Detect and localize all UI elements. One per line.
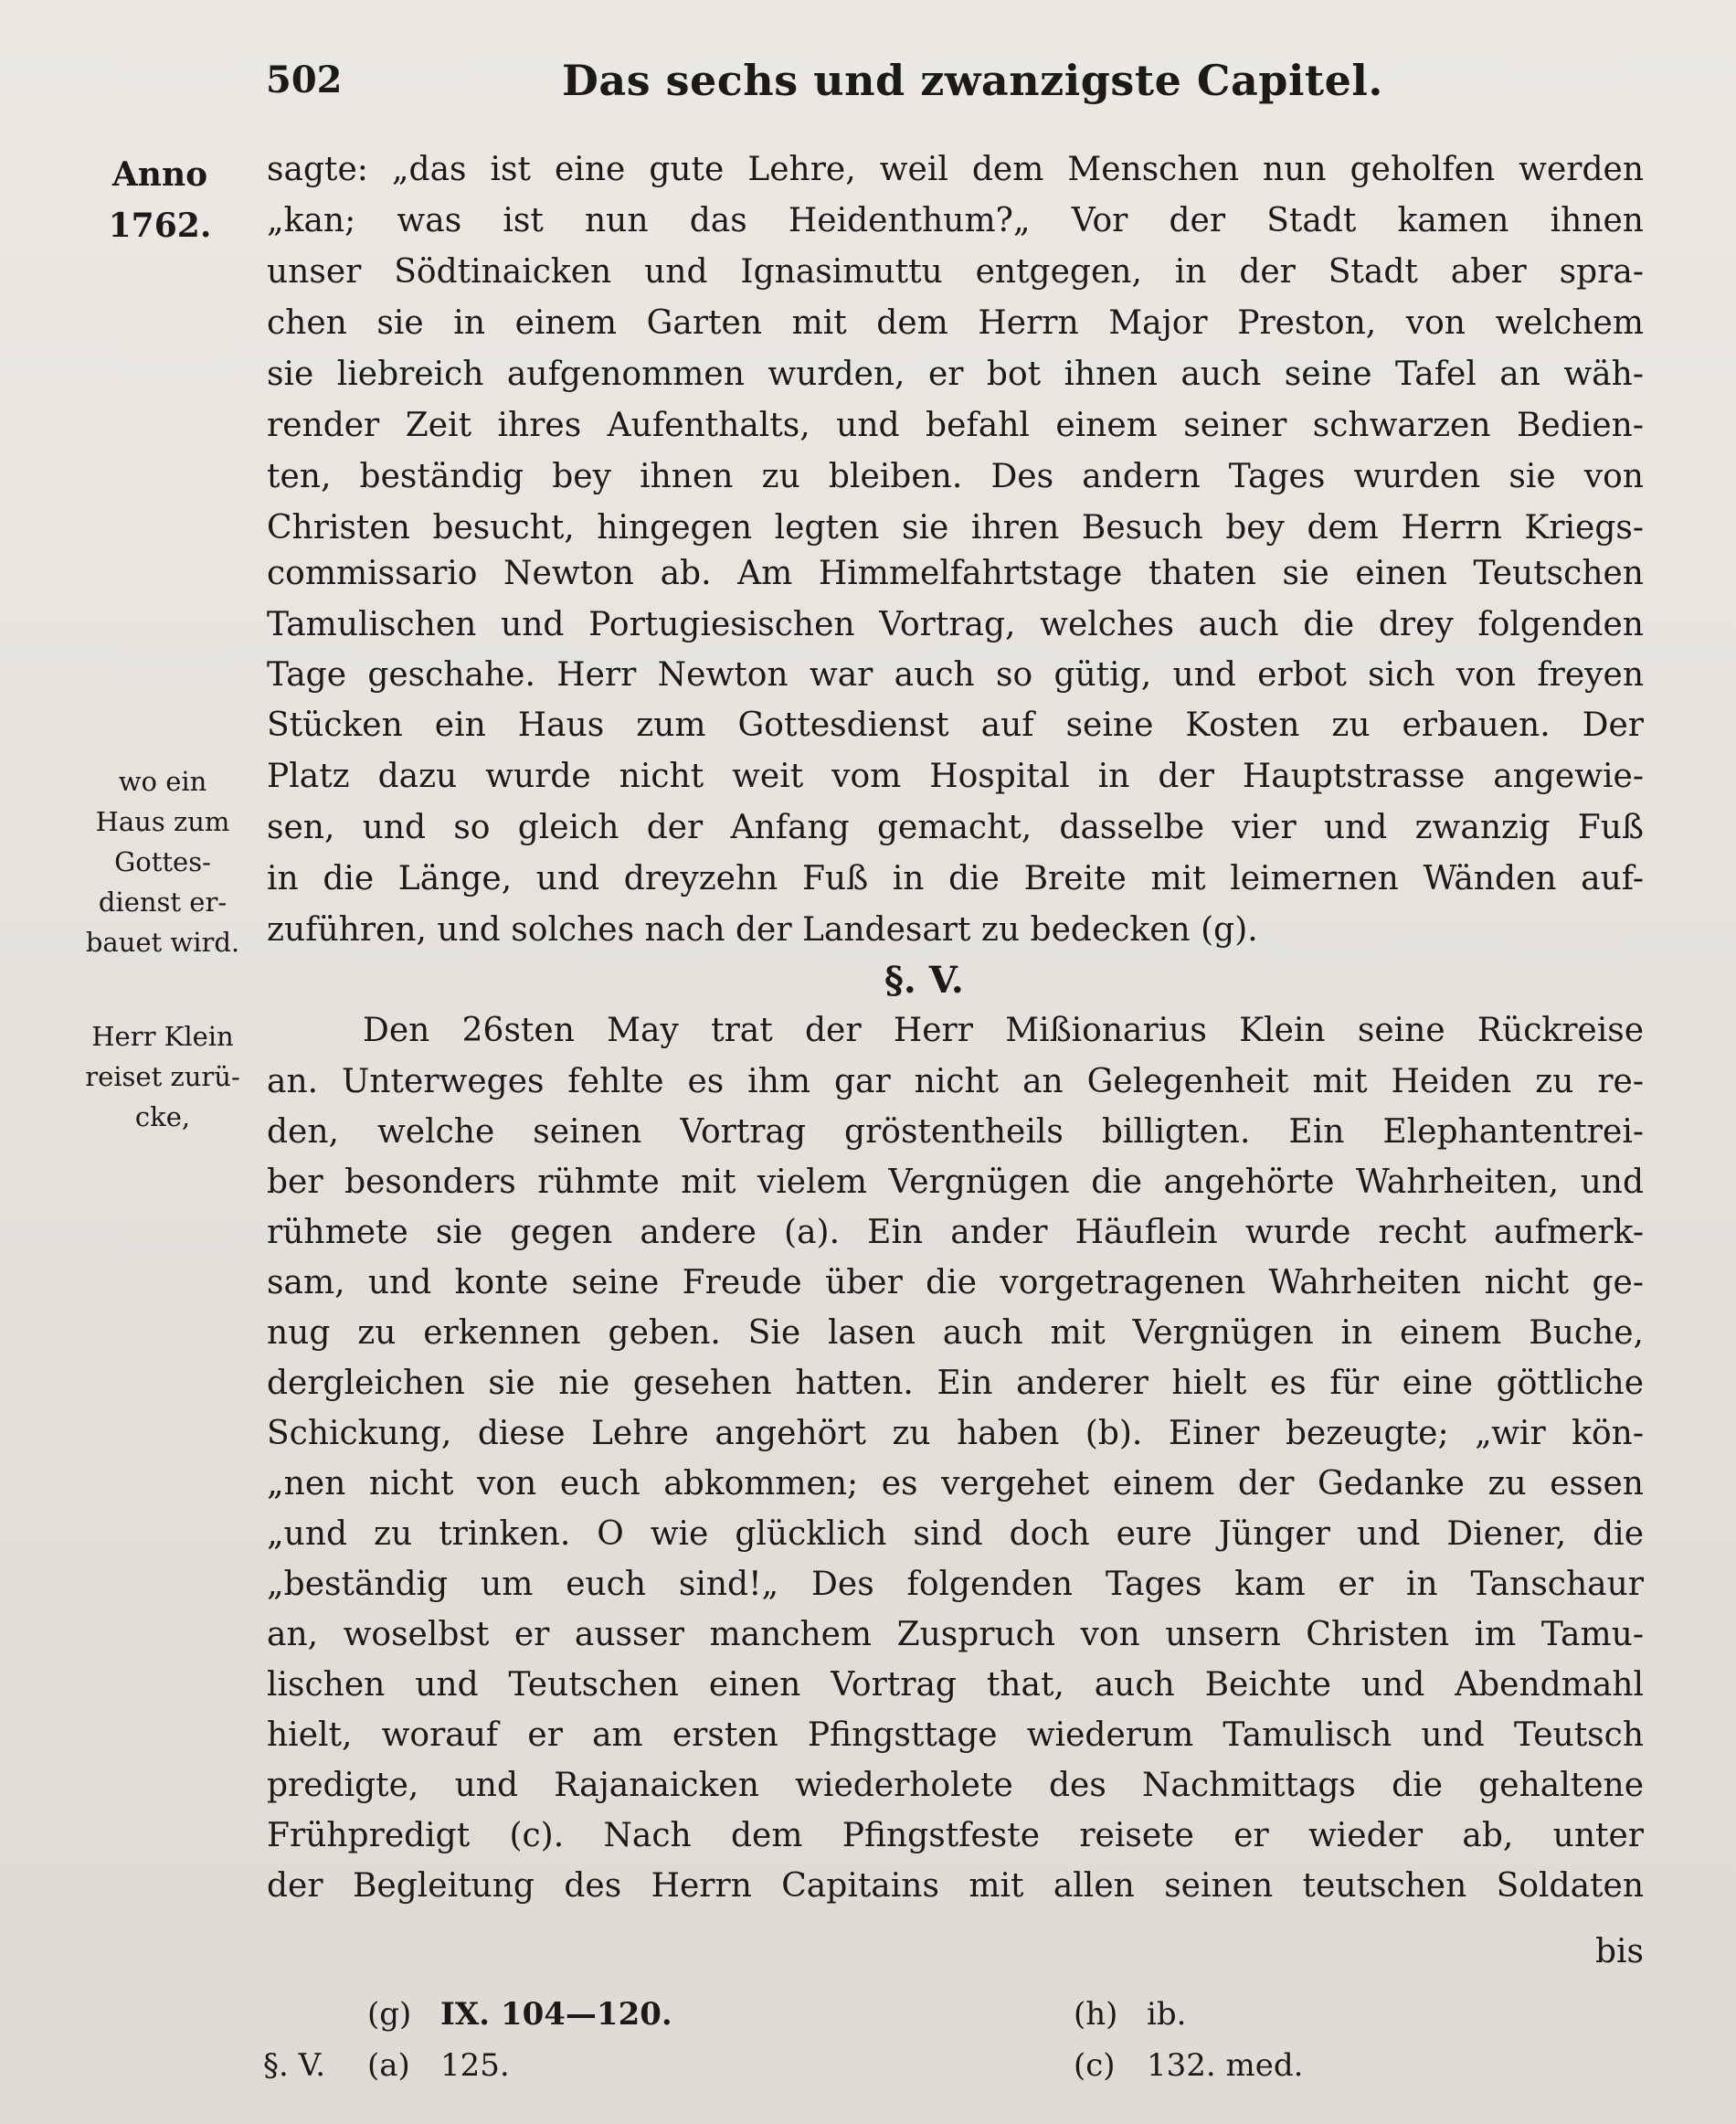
margin-note-line: reiset zurü-	[85, 1061, 240, 1092]
margin-year-value: 1762.	[108, 207, 212, 245]
body-line: sen, und so gleich der Anfang gemacht, dasselbe vier und zwanzig Fuß	[267, 809, 1644, 846]
body-line: ten, beständig bey ihnen zu bleiben. Des andern Tages wurden sie von	[267, 458, 1644, 495]
body-line: predigte, und Rajanaicken wiederholete des Nachmittags die gehaltene	[267, 1767, 1644, 1804]
margin-note-line: cke,	[134, 1101, 191, 1132]
body-line: an. Unterweges fehlte es ihm gar nicht an Gelegenheit mit Heiden zu re-	[267, 1063, 1644, 1100]
body-line: „beständig um euch sind!„ Des folgenden Tages kam er in Tanschaur	[267, 1566, 1644, 1603]
footnote-g-ref: IX. 104—120.	[440, 1996, 672, 2033]
footnote-g-mark: (g)	[367, 1996, 412, 2033]
footnote-c-ref: 132. med.	[1147, 2047, 1304, 2084]
body-line: rühmete sie gegen andere (a). Ein ander Häuflein wurde recht aufmerk-	[267, 1214, 1644, 1251]
body-line: sie liebreich aufgenommen wurden, er bot ihnen auch seine Tafel an wäh-	[267, 356, 1644, 393]
footnote-c-mark: (c)	[1074, 2047, 1116, 2084]
body-line: dergleichen sie nie gesehen hatten. Ein anderer hielt es für eine göttliche	[267, 1365, 1644, 1402]
section-heading: §. V.	[884, 959, 964, 1002]
body-line: „und zu trinken. O wie glücklich sind doch eure Jünger und Diener, die	[267, 1515, 1644, 1553]
catchword: bis	[1594, 1933, 1644, 1970]
body-line: Stücken ein Haus zum Gottesdienst auf seine Kosten zu erbauen. Der	[267, 706, 1644, 744]
running-title: Das sechs und zwanzigste Capitel.	[562, 56, 1383, 105]
body-line: commissario Newton ab. Am Himmelfahrtstage thaten sie einen Teutschen	[267, 555, 1644, 592]
body-line: chen sie in einem Garten mit dem Herrn Major Preston, von welchem	[267, 304, 1644, 342]
body-line: nug zu erkennen geben. Sie lasen auch mit Vergnügen in einem Buche,	[267, 1314, 1644, 1352]
body-line: Schickung, diese Lehre angehört zu haben (b). Einer bezeugte; „wir kön-	[267, 1415, 1644, 1452]
body-line: den, welche seinen Vortrag gröstentheils billigten. Ein Elephantentrei-	[267, 1113, 1644, 1151]
footnote-h-mark: (h)	[1074, 1996, 1118, 2033]
body-line: „nen nicht von euch abkommen; es vergehet einem der Gedanke zu essen	[267, 1465, 1644, 1503]
body-line: zuführen, und solches nach der Landesart zu bedecken (g).	[267, 911, 1258, 949]
body-line: render Zeit ihres Aufenthalts, und befahl einem seiner schwarzen Bedien-	[267, 407, 1644, 444]
body-line: „kan; was ist nun das Heidenthum?„ Vor der Stadt kamen ihnen	[267, 202, 1644, 239]
margin-note-line: dienst er-	[98, 887, 228, 918]
footnote-section-label: §. V.	[263, 2047, 326, 2084]
footnote-a-mark: (a)	[367, 2047, 410, 2084]
body-line: Den 26sten May trat der Herr Mißionarius Klein seine Rückreise	[363, 1012, 1644, 1049]
body-line: Christen besucht, hingegen legten sie ihren Besuch bey dem Herrn Kriegs-	[267, 509, 1644, 547]
footnote-a-ref: 125.	[440, 2047, 510, 2084]
body-line: lischen und Teutschen einen Vortrag that, auch Beichte und Abendmahl	[267, 1666, 1644, 1704]
body-line: der Begleitung des Herrn Capitains mit allen seinen teutschen Soldaten	[267, 1867, 1644, 1905]
margin-note-line: Herr Klein	[91, 1021, 234, 1052]
body-line: Tage geschahe. Herr Newton war auch so gütig, und erbot sich von freyen	[267, 656, 1644, 694]
body-line: an, woselbst er ausser manchem Zuspruch von unsern Christen im Tamu-	[267, 1616, 1644, 1653]
body-line: in die Länge, und dreyzehn Fuß in die Breite mit leimernen Wänden auf-	[267, 860, 1644, 897]
margin-note-line: wo ein	[118, 766, 207, 797]
margin-note-line: Haus zum	[95, 806, 230, 837]
body-line: Platz dazu wurde nicht weit vom Hospital in der Hauptstrasse angewie-	[267, 758, 1644, 795]
body-line: hielt, worauf er am ersten Pfingsttage wiederum Tamulisch und Teutsch	[267, 1716, 1644, 1754]
margin-note-line: Gottes-	[114, 846, 211, 877]
body-line: unser Södtinaicken und Ignasimuttu entgegen, in der Stadt aber spra-	[267, 253, 1644, 291]
page-header	[260, 53, 1649, 108]
margin-note-line: bauet wird.	[85, 927, 240, 958]
body-line: Frühpredigt (c). Nach dem Pfingstfeste reisete er wieder ab, unter	[267, 1817, 1644, 1854]
page-number: 502	[266, 58, 343, 101]
body-line: sagte: „das ist eine gute Lehre, weil dem Menschen nun geholfen werden	[267, 151, 1644, 188]
body-line: sam, und konte seine Freude über die vorgetragenen Wahrheiten nicht ge-	[267, 1264, 1644, 1301]
body-line: ber besonders rühmte mit vielem Vergnügen die angehörte Wahrheiten, und	[267, 1163, 1644, 1201]
margin-note-klein	[71, 1016, 254, 1137]
footnote-h-ref: ib.	[1147, 1996, 1187, 2033]
body-line: Tamulischen und Portugiesischen Vortrag, welches auch die drey folgenden	[267, 606, 1644, 643]
margin-note-house	[71, 761, 254, 962]
margin-year	[96, 149, 224, 251]
margin-year-label: Anno	[111, 155, 208, 194]
